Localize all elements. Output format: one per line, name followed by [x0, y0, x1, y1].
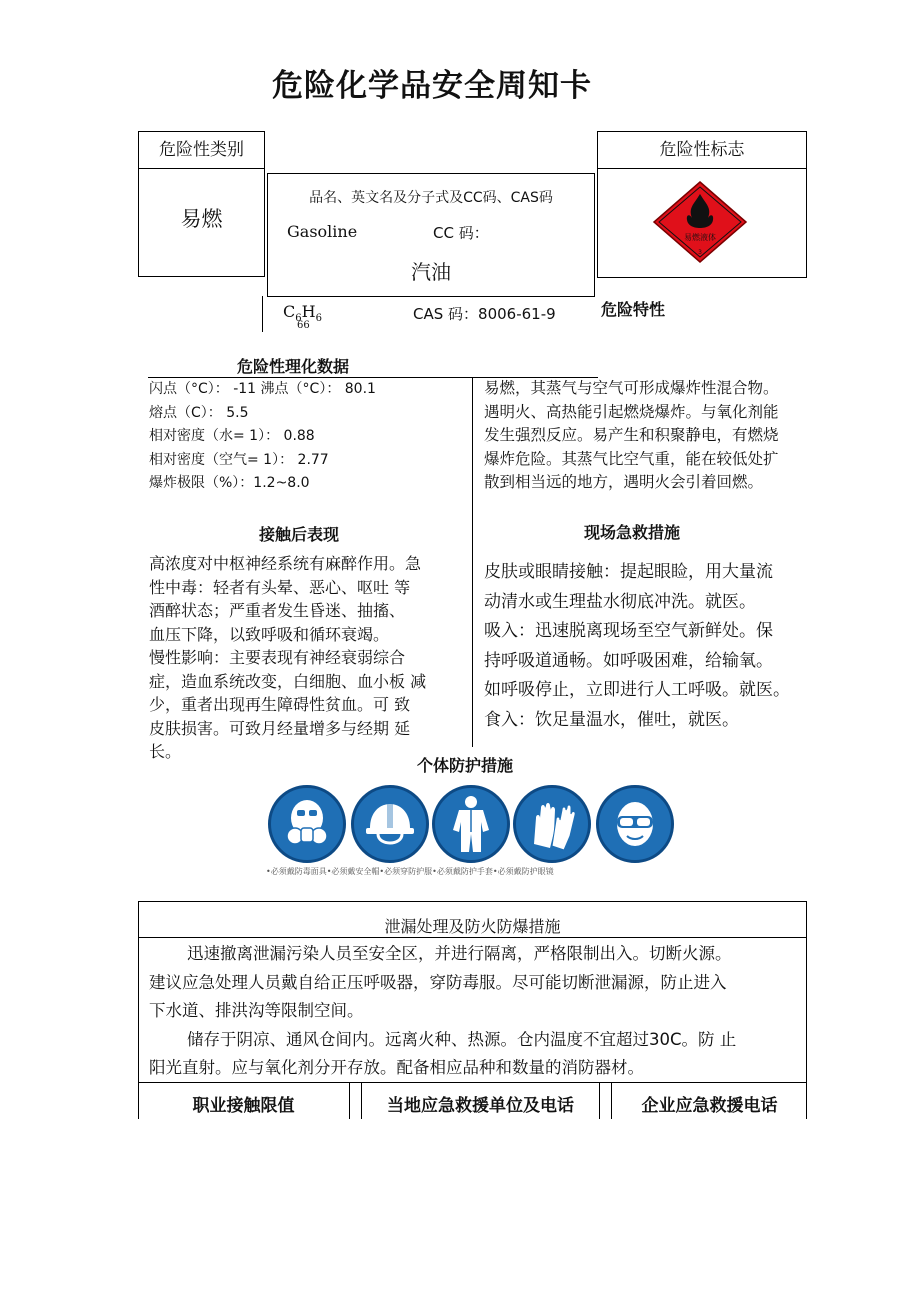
first-aid-label: 现场急救措施: [584, 523, 681, 542]
hazard-properties-label: 危险特性: [601, 300, 666, 319]
hazard-sign-label: 危险性标志: [598, 132, 806, 169]
exposure-line: 皮肤损害。可致月经量增多与经期 延: [149, 718, 411, 738]
exposure-line: 血压下降，以致呼吸和循环衰竭。: [149, 624, 390, 644]
hard-hat-icon: [351, 785, 429, 863]
exposure-label: 接触后表现: [259, 525, 340, 544]
hazard-sign-text: 易燃液体: [684, 233, 716, 242]
company-rescue-label: 企业应急救援电话: [641, 1096, 778, 1116]
english-name: Gasoline: [287, 222, 358, 241]
protective-suit-icon: [432, 785, 510, 863]
exposure-line: 少，重者出现再生障碍性贫血。可 致: [149, 695, 411, 714]
first-aid-line: 食入：饮足量温水，催吐，就医。: [484, 709, 739, 730]
cc-code-label: CC 码：: [433, 224, 489, 242]
leak-line: 迅速撤离泄漏污染人员至安全区，并进行隔离，严格限制出入。切断火源。: [187, 944, 732, 963]
exposure-line: 症，造血系统改变，白细胞、血小板 减: [149, 671, 427, 691]
physchem-line: 熔点（C）： 5.5: [149, 404, 249, 421]
hazard-category-value: 易燃: [180, 207, 223, 231]
leak-line: 下水道、排洪沟等限制空间。: [149, 1001, 364, 1020]
page-title: 危险化学品安全周知卡: [272, 68, 592, 104]
exposure-line: 长。: [149, 742, 182, 761]
gas-mask-icon: [268, 785, 346, 863]
identity-left-line: [262, 296, 263, 332]
leak-line: 阳光直射。应与氧化剂分开存放。配备相应品种和数量的消防器材。: [149, 1058, 644, 1077]
leak-label: 泄漏处理及防火防爆措施: [384, 917, 561, 936]
hazard-properties-text: [484, 377, 814, 495]
hazard-category-box: [138, 131, 265, 277]
hazard-sign-number: 3: [698, 249, 702, 256]
formula-under: 66: [297, 320, 310, 331]
formula-c-sub: 6: [295, 313, 302, 325]
occupational-limit-label: 职业接触限值: [192, 1096, 295, 1116]
exposure-line: 慢性影响：主要表现有神经衰弱综合: [149, 648, 406, 667]
footer-col-divider-1: [349, 1082, 350, 1119]
formula-h-sub: 6: [315, 313, 322, 325]
physchem-line: 相对密度（空气= 1）： 2.77: [149, 451, 329, 468]
first-aid-text: [484, 558, 814, 735]
leak-line: 建议应急处理人员戴自给正压呼吸器，穿防毒服。尽可能切断泄漏源，防止进入: [149, 972, 727, 992]
footer-col-divider-3: [599, 1082, 600, 1119]
physchem-line: 相对密度（水= 1）： 0.88: [149, 428, 315, 444]
leak-text: [149, 940, 804, 1083]
hazard-line: 散到相当远的地方，遇明火会引着回燃。: [484, 473, 764, 491]
hazard-line: 易燃，其蒸气与空气可形成爆炸性混合物。: [484, 379, 779, 397]
first-aid-line: 持呼吸道通畅。如呼吸困难，给输氧。: [484, 650, 773, 671]
identity-header: 品名、英文名及分子式及CC码、CAS码: [309, 190, 553, 206]
physchem-label: 危险性理化数据: [237, 357, 350, 376]
leak-line: 储存于阴凉、通风仓间内。远离火种、热源。仓内温度不宜超过30C。防 止: [187, 1029, 737, 1049]
exposure-line: 酒醉状态；严重者发生昏迷、抽搐、: [149, 601, 406, 620]
first-aid-line: 如呼吸停止，立即进行人工呼吸。就医。: [484, 680, 790, 700]
ppe-caption: •必须戴防毒面具•必须戴安全帽•必须穿防护服•必须戴防护手套•必须戴防护眼镜: [266, 867, 554, 876]
gloves-icon: [513, 785, 591, 863]
physchem-line: 爆炸极限（%）：1.2~8.0: [149, 475, 310, 491]
ppe-label: 个体防护措施: [417, 756, 514, 775]
exposure-line: 性中毒：轻者有头晕、恶心、呕吐 等: [149, 577, 411, 597]
local-rescue-label: 当地应急救援单位及电话: [387, 1096, 574, 1116]
first-aid-line: 吸入：迅速脱离现场至空气新鲜处。保: [484, 621, 773, 641]
physchem-list: [149, 378, 469, 496]
exposure-line: 高浓度对中枢神经系统有麻醉作用。急: [149, 554, 422, 573]
physchem-line: 闪点（°C）： -11 沸点（°C）： 80.1: [149, 381, 376, 397]
formula-h: H: [301, 302, 316, 321]
center-divider: [472, 377, 473, 747]
hazard-line: 爆炸危险。其蒸气比空气重，能在较低处扩: [484, 449, 779, 468]
leak-header-divider: [138, 937, 807, 938]
hazard-line: 遇明火、高热能引起燃烧爆炸。与氧化剂能: [484, 402, 779, 421]
hazard-category-label: 危险性类别: [139, 132, 264, 169]
first-aid-line: 动清水或生理盐水彻底冲洗。就医。: [484, 591, 756, 612]
cas-number: CAS 码：8006-61-9: [413, 305, 556, 323]
footer-top-divider: [138, 1082, 807, 1083]
exposure-text: [149, 552, 471, 764]
hazard-line: 发生强烈反应。易产生和积聚静电，有燃烧: [484, 426, 779, 444]
chinese-name: 汽油: [411, 260, 451, 284]
formula-c: C: [283, 302, 296, 321]
goggles-icon: [596, 785, 674, 863]
first-aid-line: 皮肤或眼睛接触：提起眼睑，用大量流: [484, 562, 773, 582]
flammable-liquid-icon: [650, 180, 750, 264]
